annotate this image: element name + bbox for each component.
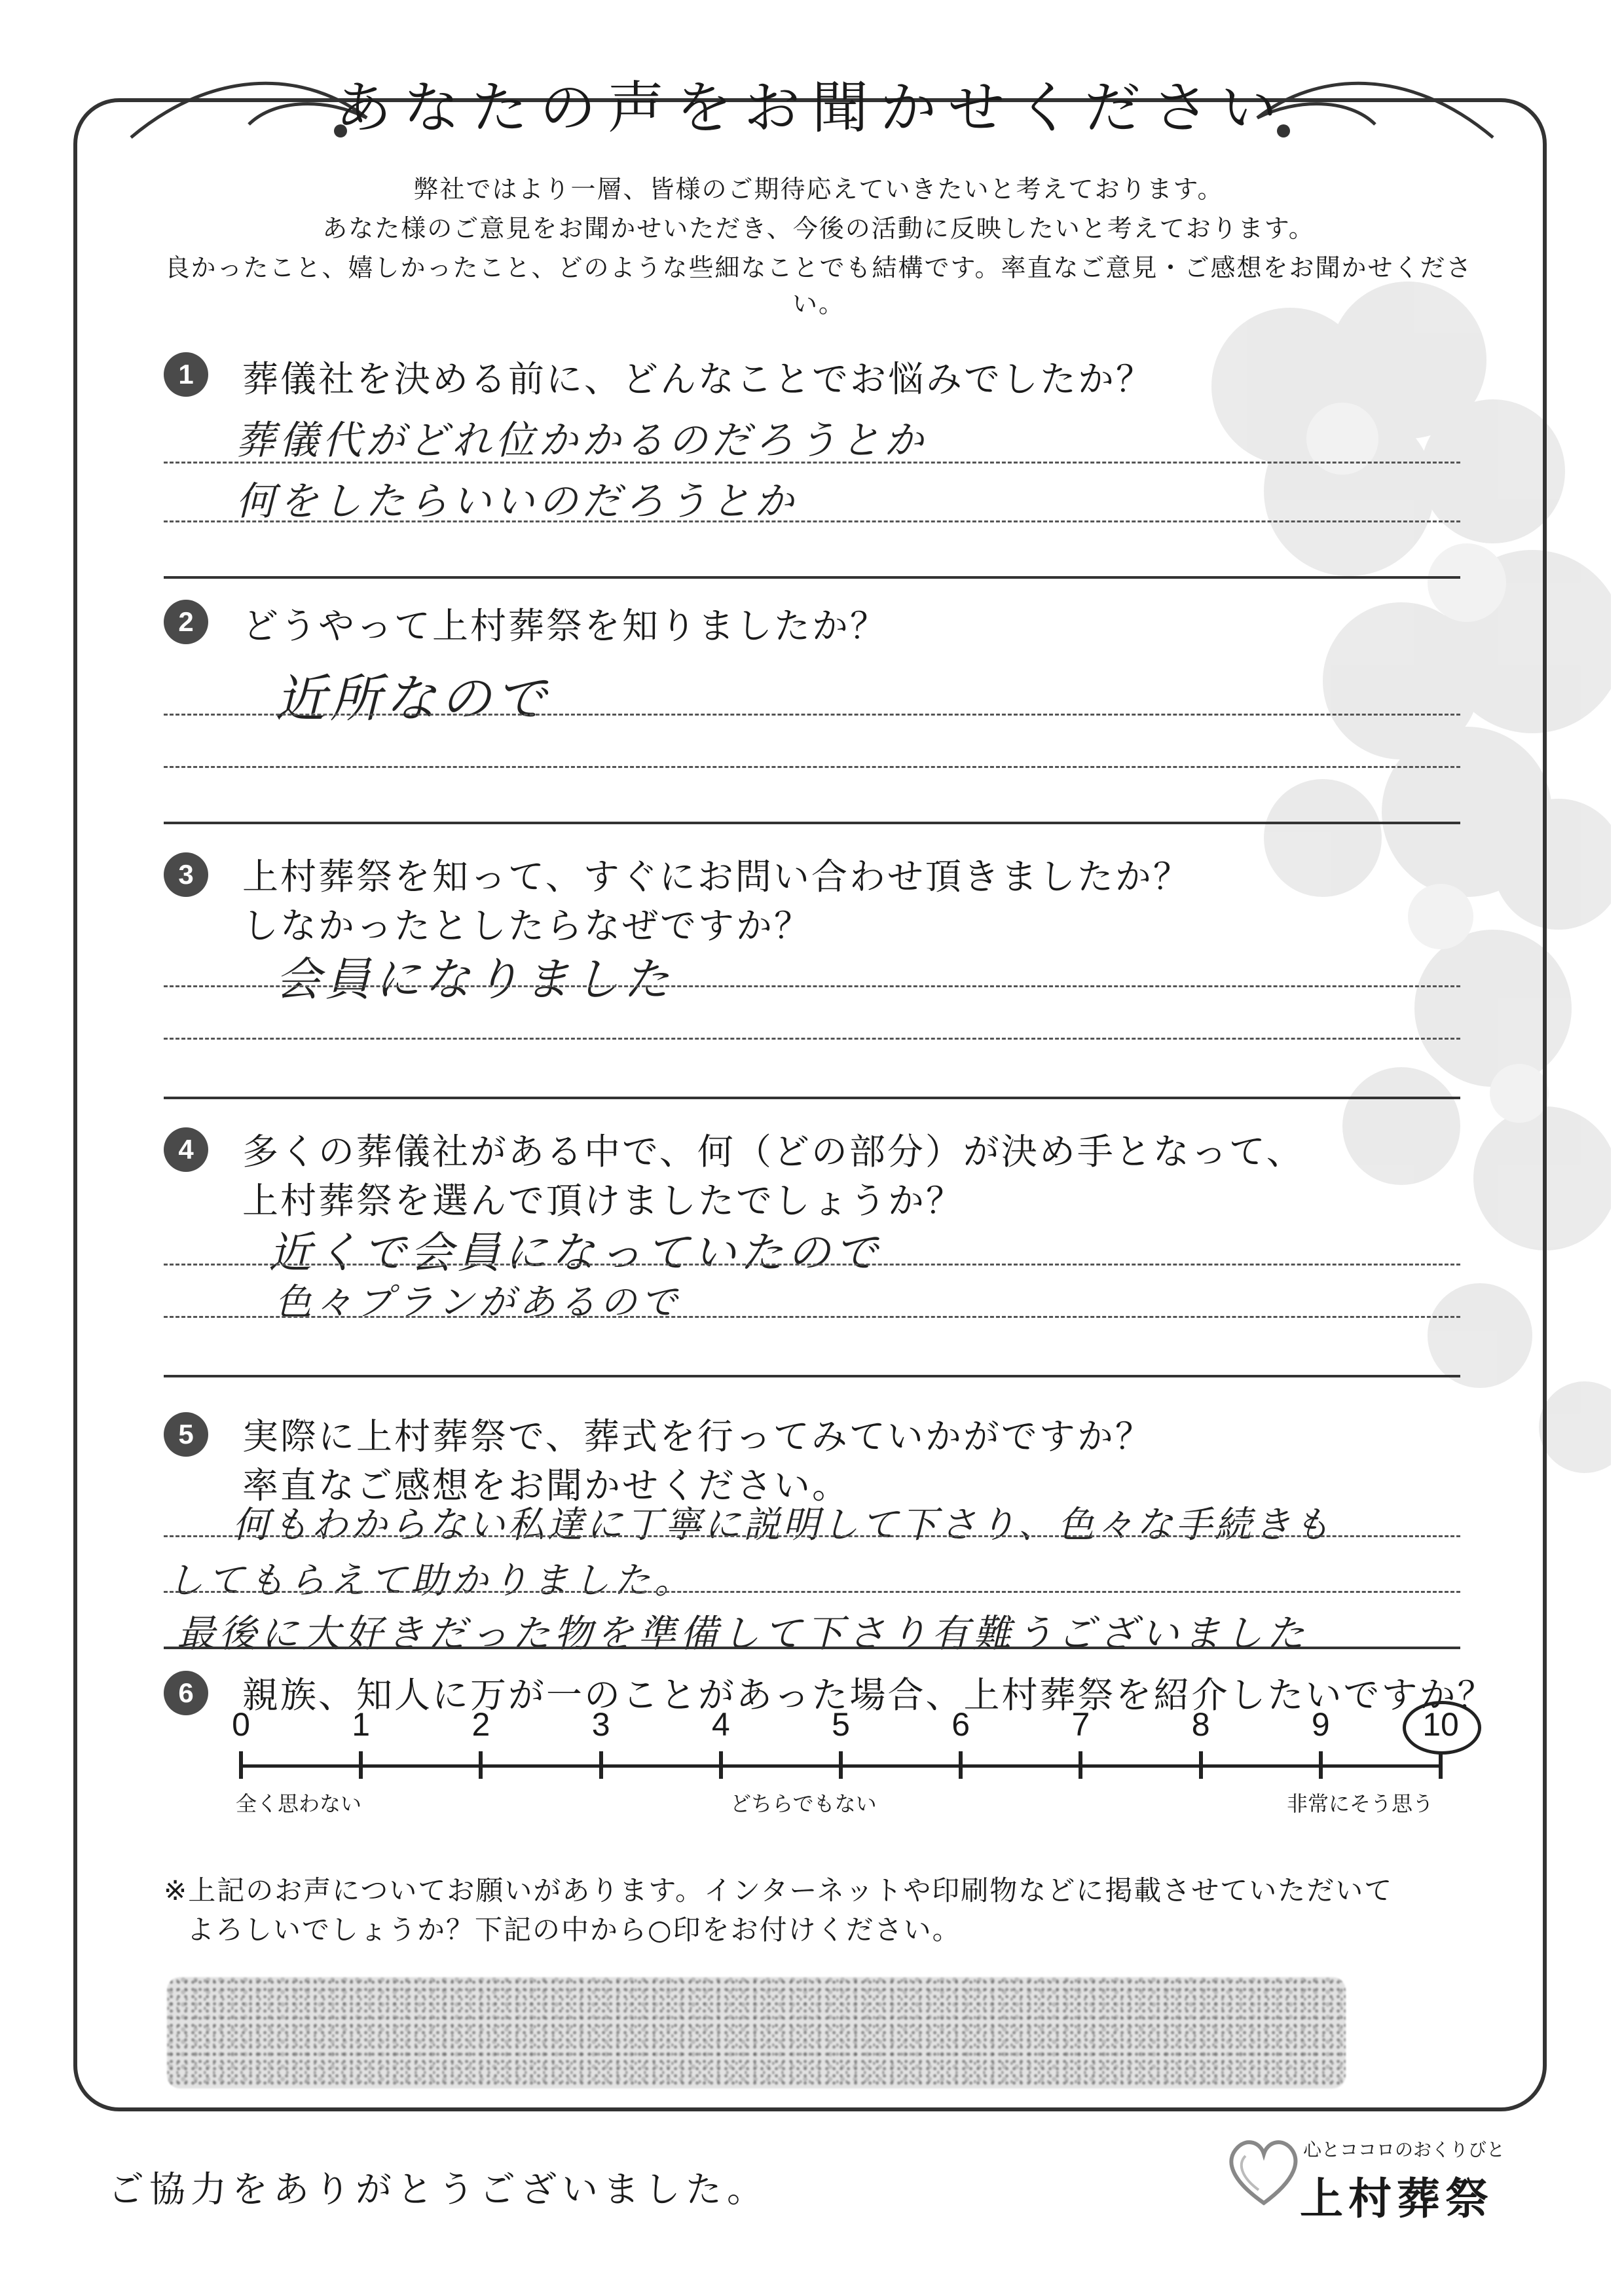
rating-tick-2 — [479, 1751, 483, 1779]
answer-rule — [164, 462, 1460, 464]
rating-value-6: 6 — [951, 1706, 970, 1743]
rating-value-2: 2 — [471, 1706, 490, 1743]
question-5-answer-line-1: 何もわからない私達に丁寧に説明して下さり、色々な手続きも — [232, 1504, 1333, 1546]
answer-rule — [164, 1591, 1460, 1593]
rating-tick-5 — [839, 1751, 843, 1779]
rating-value-5: 5 — [832, 1706, 850, 1743]
question-2-answer: 近所なので — [275, 670, 551, 729]
answer-rule — [164, 714, 1460, 716]
selected-rating-circle — [1403, 1701, 1481, 1755]
section-divider — [164, 1647, 1460, 1649]
answer-rule — [164, 985, 1460, 987]
question-3-answer: 会員になりました — [275, 953, 673, 1006]
rating-tick-8 — [1199, 1751, 1203, 1779]
answer-rule — [164, 520, 1460, 522]
rating-tick-3 — [599, 1751, 603, 1779]
question-4-text-line-1: 多くの葬儀社がある中で、何（どの部分）が決め手となって、 — [242, 1131, 1304, 1173]
question-1-text: 葬儀社を決める前に、どんなことでお悩みでしたか？ — [242, 358, 1154, 400]
rating-value-10: 10 — [1422, 1706, 1459, 1743]
section-divider — [164, 1097, 1460, 1099]
question-2-text: どうやって上村葬祭を知りましたか？ — [242, 605, 889, 647]
question-5-badge: 5 — [164, 1412, 208, 1457]
section-divider — [164, 1375, 1460, 1377]
rating-value-0: 0 — [232, 1706, 250, 1743]
rating-label-high: 非常にそう思う — [1287, 1791, 1434, 1816]
answer-rule — [164, 766, 1460, 768]
rating-tick-4 — [719, 1751, 723, 1779]
question-3-text-line-2: しなかったとしたらなぜですか？ — [242, 905, 813, 947]
company-logo-name: 上村葬祭 — [1300, 2174, 1494, 2224]
intro-line-2: あなた様のご意見をお聞かせいただき、今後の活動に反映したいと考えております。 — [322, 214, 1315, 243]
intro-line-1: 弊社ではより一層、皆様のご期待応えていきたいと考えております。 — [413, 175, 1224, 204]
question-5-text-line-1: 実際に上村葬祭で、葬式を行ってみていかがですか？ — [242, 1415, 1153, 1457]
rating-value-3: 3 — [591, 1706, 610, 1743]
rating-tick-7 — [1079, 1751, 1082, 1779]
answer-rule — [164, 1264, 1460, 1266]
question-1-answer-line-2: 何をしたらいいのだろうとか — [236, 479, 798, 524]
rating-tick-0 — [239, 1751, 243, 1779]
thank-you-message: ご協力をありがとうございました。 — [108, 2168, 769, 2210]
permission-note-line-2: よろしいでしょうか？下記の中から○印をお付けください。 — [187, 1914, 961, 1946]
question-3-text-line-1: 上村葬祭を知って、すぐにお問い合わせ頂きましたか？ — [242, 856, 1191, 898]
question-3-badge: 3 — [164, 852, 208, 897]
rating-value-4: 4 — [711, 1706, 730, 1743]
page-title: あなたの声をお聞かせください — [335, 75, 1289, 141]
rating-label-mid: どちらでもない — [730, 1791, 877, 1816]
section-divider — [164, 822, 1460, 824]
redacted-permission-options — [167, 1977, 1346, 2088]
heart-logo-icon — [1218, 2124, 1310, 2216]
rating-value-8: 8 — [1191, 1706, 1210, 1743]
rating-label-low: 全く思わない — [236, 1791, 362, 1816]
answer-rule — [164, 1316, 1460, 1318]
question-6-text: 親族、知人に万が一のことがあった場合、上村葬祭を紹介したいですか？ — [242, 1674, 1496, 1716]
rating-tick-6 — [959, 1751, 963, 1779]
rating-tick-1 — [359, 1751, 363, 1779]
permission-note-line-1: ※上記のお声についてお願いがあります。インターネットや印刷物などに掲載させていただいて — [164, 1874, 1393, 1906]
company-tagline: 心とココロのおくりびと — [1303, 2139, 1505, 2160]
intro-line-3: 良かったこと、嬉しかったこと、どのような些細なことでも結構です。率直なご意見・ご感想をお聞かせください。 — [164, 253, 1473, 318]
answer-rule — [164, 1038, 1460, 1040]
rating-value-9: 9 — [1311, 1706, 1330, 1743]
question-4-badge: 4 — [164, 1127, 208, 1172]
question-5-answer-line-3: 最後に大好きだった物を準備して下さり有難うございました — [177, 1611, 1309, 1656]
question-6-badge: 6 — [164, 1671, 208, 1715]
question-4-text-line-2: 上村葬祭を選んで頂けましたでしょうか？ — [242, 1180, 965, 1222]
rating-value-1: 1 — [352, 1706, 371, 1743]
question-2-badge: 2 — [164, 600, 208, 644]
rating-tick-9 — [1319, 1751, 1323, 1779]
question-4-answer-line-2: 色々プランがあるので — [275, 1281, 681, 1324]
rating-tick-10 — [1439, 1751, 1443, 1779]
question-4-answer-line-1: 近くで会員になっていたので — [268, 1228, 881, 1278]
rating-value-7: 7 — [1071, 1706, 1090, 1743]
question-1-answer-line-1: 葬儀代がどれ位かかるのだろうとか — [236, 418, 927, 464]
answer-rule — [164, 1535, 1460, 1537]
question-5-answer-line-2: してもらえて助かりました。 — [167, 1559, 695, 1602]
section-divider — [164, 576, 1460, 579]
question-5-text-line-2: 率直なご感想をお聞かせください。 — [242, 1465, 851, 1506]
question-1-badge: 1 — [164, 352, 208, 397]
